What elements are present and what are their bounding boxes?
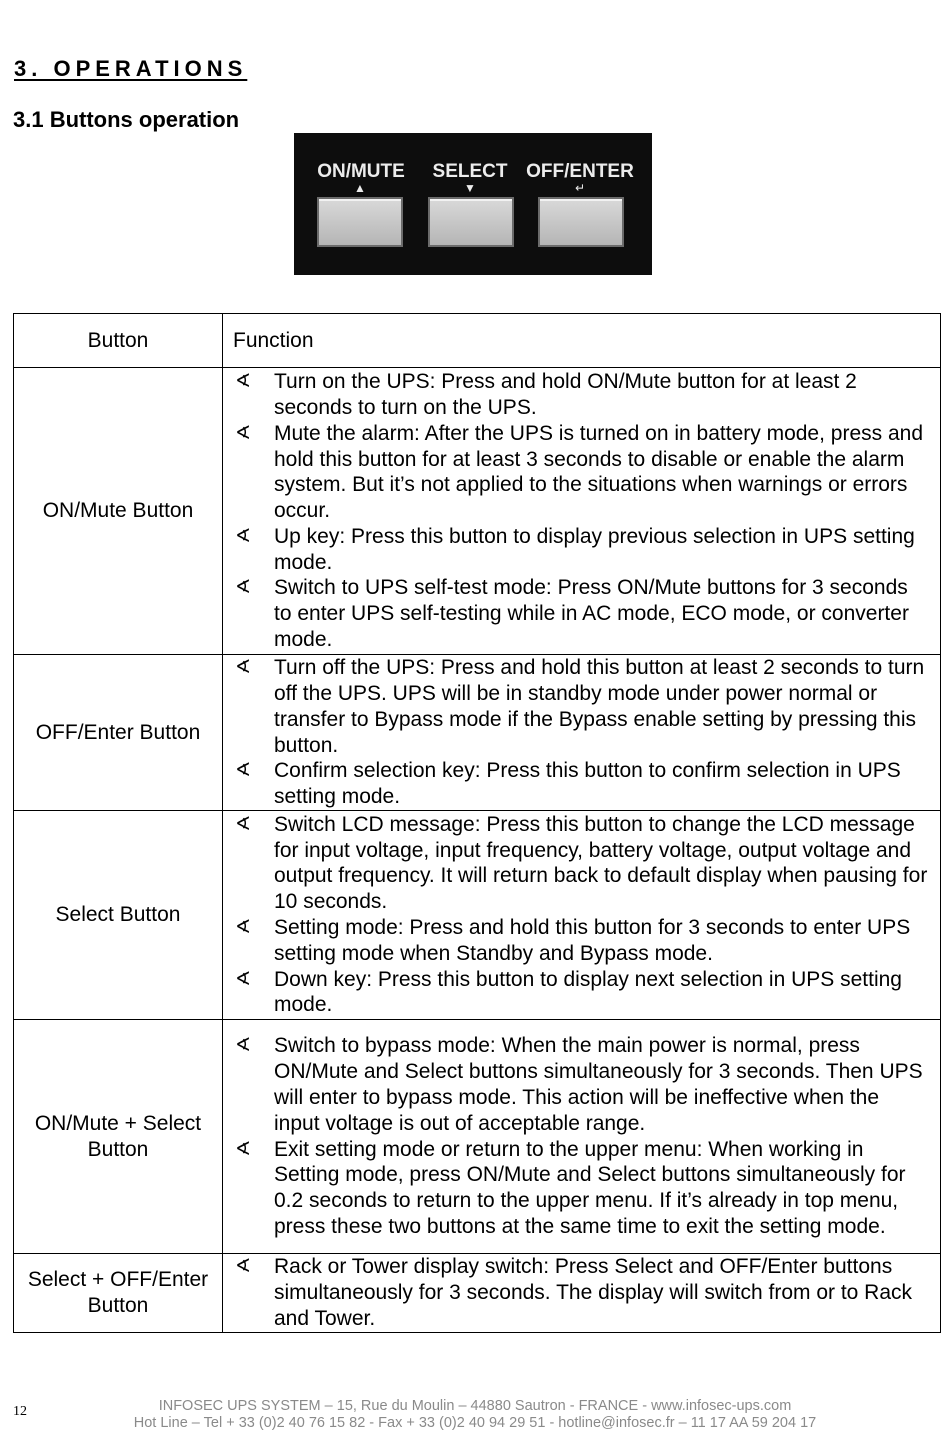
item-text: Up key: Press this button to display previous selection in UPS setting mode. [274, 524, 915, 574]
list-item [235, 369, 928, 421]
list-item [235, 655, 928, 758]
function-list [235, 812, 928, 1018]
panel-label-select: SELECT [432, 161, 508, 182]
bullet-arrow-icon: ∢ [235, 657, 251, 679]
item-text: Rack or Tower display switch: Press Select and OFF/Enter buttons simultaneously for 3 seconds. The display will switch from or to Rack and Tower. [274, 1255, 913, 1330]
bullet-arrow-icon: ∢ [235, 760, 251, 782]
list-item [235, 421, 928, 524]
item-text: Down key: Press this button to display next selection in UPS setting mode. [274, 967, 902, 1017]
button-cell: Select Button [14, 811, 223, 1020]
function-list [235, 655, 928, 810]
list-item [235, 1033, 928, 1136]
function-list [235, 369, 928, 653]
list-item [235, 524, 928, 576]
table-row [14, 1020, 941, 1254]
bullet-arrow-icon: ∢ [235, 1256, 251, 1278]
table-row [14, 811, 941, 1020]
header-button: Button [14, 314, 223, 368]
table-row [14, 1254, 941, 1333]
item-text: Switch LCD message: Press this button to change the LCD message for input voltage, input frequency, battery voltage, output voltage and output frequency. It will return back to default display when pausing for 10 seconds. [274, 812, 928, 914]
table-header-row [14, 314, 941, 368]
bullet-arrow-icon: ∢ [235, 422, 251, 444]
panel-label-on-mute: ON/MUTE [317, 161, 405, 182]
table-row [14, 368, 941, 655]
button-cell: OFF/Enter Button [14, 655, 223, 811]
footer-contact: Hot Line – Tel + 33 (0)2 40 76 15 82 - Fax + 33 (0)2 40 94 29 51 - hotline@infosec.fr – 11 17 AA 59 204 17 [133, 1415, 817, 1431]
table-row [14, 655, 941, 811]
select-button-image [428, 197, 514, 247]
enter-arrow-icon: ↵ [574, 181, 586, 195]
function-cell [223, 1254, 941, 1333]
list-item [235, 1254, 928, 1331]
function-cell [223, 655, 941, 811]
panel-label-off-enter: OFF/ENTER [526, 161, 634, 182]
list-item [235, 967, 928, 1019]
bullet-arrow-icon: ∢ [235, 968, 251, 990]
header-function: Function [223, 314, 941, 368]
function-list [235, 1033, 928, 1239]
item-text: Switch to UPS self-test mode: Press ON/Mute buttons for 3 seconds to enter UPS self-testing while in AC mode, ECO mode, or converter mode. [274, 576, 909, 652]
item-text: Turn off the UPS: Press and hold this button at least 2 seconds to turn off the UPS. UPS will be in standby mode under power normal or transfer to Bypass mode if the Bypass enable setting by pressing this button. [274, 656, 925, 757]
down-arrow-icon: ▼ [464, 181, 476, 195]
bullet-arrow-icon: ∢ [235, 371, 251, 393]
on-mute-button-image [317, 197, 403, 247]
function-list [235, 1254, 928, 1331]
function-cell [223, 368, 941, 655]
button-cell: ON/Mute Button [14, 368, 223, 655]
item-text: Confirm selection key: Press this button to confirm selection in UPS setting mode. [274, 759, 901, 809]
bullet-arrow-icon: ∢ [235, 813, 251, 835]
subsection-title: 3.1 Buttons operation [13, 107, 240, 132]
item-text: Turn on the UPS: Press and hold ON/Mute button for at least 2 seconds to turn on the UPS. [274, 370, 857, 419]
bullet-arrow-icon: ∢ [235, 525, 251, 547]
list-item [235, 758, 928, 810]
bullet-arrow-icon: ∢ [235, 577, 251, 599]
list-item [235, 812, 928, 915]
list-item [235, 1137, 928, 1240]
bullet-arrow-icon: ∢ [235, 1035, 251, 1057]
list-item [235, 575, 928, 652]
button-cell: Select + OFF/Enter Button [14, 1254, 223, 1333]
item-text: Exit setting mode or return to the upper menu: When working in Setting mode, press ON/Mute and Select buttons simultaneously for 0.2 seconds to return to the upper menu. If it’s already in top menu, press these two buttons at the same time to exit the setting mode. [274, 1137, 906, 1238]
item-text: Setting mode: Press and hold this button for 3 seconds to enter UPS setting mode when Standby and Bypass mode. [274, 916, 911, 965]
function-cell [223, 1020, 941, 1254]
item-text: Switch to bypass mode: When the main power is normal, press ON/Mute and Select buttons simultaneously for 3 seconds. Then UPS will enter to bypass mode. This action will be ineffective when the input voltage is out of acceptable range. [274, 1034, 923, 1135]
footer-address: INFOSEC UPS SYSTEM – 15, Rue du Moulin – 44880 Sautron - FRANCE - www.infosec-ups.com [158, 1398, 792, 1414]
buttons-function-table [13, 313, 941, 1333]
bullet-arrow-icon: ∢ [235, 1138, 251, 1160]
section-title: 3. OPERATIONS [14, 56, 248, 81]
list-item [235, 915, 928, 967]
bullet-arrow-icon: ∢ [235, 917, 251, 938]
function-cell [223, 811, 941, 1020]
button-cell: ON/Mute + Select Button [14, 1020, 223, 1254]
item-text: Mute the alarm: After the UPS is turned on in battery mode, press and hold this button for at least 3 seconds to disable or enable the alarm system. But it’s not applied to the situations when warnings or errors occur. [274, 421, 924, 523]
up-arrow-icon: ▲ [354, 181, 366, 195]
off-enter-button-image [538, 197, 624, 247]
page-number: 12 [13, 1404, 27, 1419]
